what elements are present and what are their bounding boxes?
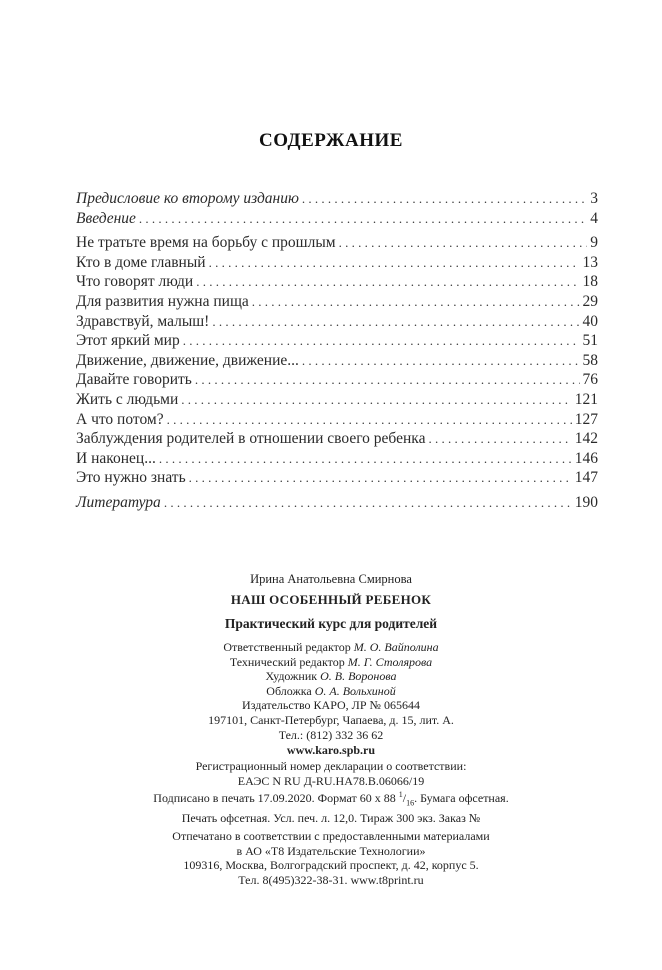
toc-entry <box>76 430 598 450</box>
toc-entry <box>76 190 598 210</box>
toc-entry-label: Здравствуй, малыш! <box>76 312 210 330</box>
format-denominator: 16 <box>406 798 415 808</box>
printed-line-1: Отпечатано в соответствии с предоставленными материалами <box>172 828 490 843</box>
toc-entry <box>76 352 598 372</box>
credit-role: Технический редактор <box>229 654 345 669</box>
toc-entry-label: Литература <box>76 493 161 511</box>
print-info: Печать офсетная. Усл. печ. л. 12,0. Тираж 300 экз. Заказ № <box>181 811 481 826</box>
toc-entry-label: Жить с людьми <box>76 390 179 408</box>
toc-leader-dots <box>209 255 580 271</box>
toc-entry-label: Движение, движение, движение... <box>76 351 299 369</box>
toc-entry-page: 127 <box>574 410 598 428</box>
signed-suffix: . Бумага офсетная. <box>414 791 509 806</box>
toc-entry <box>76 371 598 391</box>
publisher-website: www.karo.spb.ru <box>286 743 376 758</box>
toc-entry <box>76 411 598 431</box>
declaration-label: Регистрационный номер декларации о соответствии: <box>195 759 467 774</box>
toc-entry-page: 121 <box>574 390 598 408</box>
printed-line-2: в АО «Т8 Издательские Технологии» <box>236 843 426 858</box>
toc-leader-dots <box>189 470 572 486</box>
toc-entry <box>76 469 598 489</box>
printer-address: 109316, Москва, Волгоградский проспект, д. 42, корпус 5. <box>183 858 479 873</box>
toc-entry-label: Не тратьте время на борьбу с прошлым <box>76 234 336 252</box>
toc-entry-label: А что потом? <box>76 410 164 428</box>
toc-entry-label: Что говорят люди <box>76 273 194 291</box>
book-title: НАШ ОСОБЕННЫЙ РЕБЕНОК <box>230 592 432 607</box>
toc-entry-page: 3 <box>590 190 598 207</box>
toc-entry-label: Для развития нужна пища <box>76 292 249 310</box>
toc-entry-page: 58 <box>582 351 598 369</box>
imprint-block <box>0 570 662 887</box>
credit-name: О. В. Воронова <box>320 669 397 684</box>
toc-entry-page: 40 <box>582 312 598 330</box>
toc-leader-dots <box>164 495 572 511</box>
toc-entry-label: Предисловие ко второму изданию <box>76 190 299 207</box>
toc-leader-dots <box>167 412 572 428</box>
toc-entry-page: 13 <box>582 253 598 271</box>
credit-line <box>0 684 662 699</box>
publisher-address: 197101, Санкт-Петербург, Чапаева, д. 15, лит. А. <box>208 712 454 727</box>
toc-entry-page: 76 <box>582 371 598 389</box>
credit-line <box>0 640 662 655</box>
toc-entry-label: И наконец... <box>76 449 156 467</box>
toc-entry-page: 146 <box>574 449 598 467</box>
toc-leader-dots <box>196 274 579 290</box>
toc-leader-dots <box>302 191 587 207</box>
credit-name: М. О. Вайполина <box>353 640 439 654</box>
toc-entry-page: 29 <box>582 292 598 310</box>
toc-entry-page: 51 <box>582 332 598 350</box>
credit-role: Ответственный редактор <box>223 640 351 654</box>
toc-entry <box>76 332 598 352</box>
toc-entry <box>76 293 598 313</box>
toc-entry <box>76 234 598 254</box>
toc-leader-dots <box>212 314 579 330</box>
toc-entry-page: 18 <box>582 273 598 291</box>
publisher-line: Издательство КАРО, ЛР № 065644 <box>242 698 420 713</box>
toc-entry-label: Это нужно знать <box>76 469 186 487</box>
toc-entry <box>76 254 598 274</box>
toc-entry <box>76 391 598 411</box>
format-numerator: 1 <box>398 790 403 800</box>
toc-entry-label: Введение <box>76 209 136 227</box>
author-name: Ирина Анатольевна Смирнова <box>250 572 412 586</box>
printer-contact: Тел. 8(495)322-38-31. www.t8print.ru <box>238 872 424 887</box>
table-of-contents <box>76 190 598 514</box>
toc-entry-page: 142 <box>574 430 598 448</box>
credit-role: Обложка <box>266 683 312 698</box>
toc-entry <box>76 273 598 293</box>
toc-entry <box>76 450 598 470</box>
book-subtitle: Практический курс для родителей <box>224 616 438 631</box>
toc-leader-dots <box>181 392 572 408</box>
toc-leader-dots <box>195 372 580 388</box>
declaration-number: ЕАЭС N RU Д-RU.HA78.B.06066/19 <box>237 773 425 788</box>
credit-name: М. Г. Столярова <box>347 654 433 669</box>
toc-entry-label: Кто в доме главный <box>76 253 206 271</box>
signed-to-print-line: Подписано в печать 17.09.2020. Формат 60 x 88 $^1/_{16}$. Бумага офсетная. <box>153 790 509 808</box>
credit-line <box>0 669 662 684</box>
toc-entry-label: Заблуждения родителей в отношении своего ребенка <box>76 430 426 448</box>
page-title: СОДЕРЖАНИЕ <box>259 130 403 151</box>
toc-leader-dots <box>183 333 580 349</box>
toc-entry-page: 190 <box>574 493 598 511</box>
toc-entry-page: 4 <box>590 209 598 227</box>
credit-name: О. А. Вольхиной <box>314 683 396 698</box>
toc-entry-page: 147 <box>574 469 598 487</box>
toc-leader-dots <box>139 211 587 227</box>
credit-role: Художник <box>265 669 318 684</box>
toc-entry-label: Давайте говорить <box>76 371 192 389</box>
toc-leader-dots <box>302 353 580 369</box>
toc-entry-page: 9 <box>590 234 598 252</box>
toc-leader-dots <box>339 235 588 251</box>
signed-prefix: Подписано в печать 17.09.2020. Формат 60 x 88 <box>153 791 396 806</box>
toc-entry-label: Этот яркий мир <box>76 332 180 350</box>
toc-leader-dots <box>252 294 580 310</box>
toc-entry <box>76 494 598 514</box>
toc-entry <box>76 313 598 333</box>
toc-leader-dots <box>428 431 571 447</box>
toc-entry <box>76 210 598 230</box>
credit-line <box>0 655 662 670</box>
publisher-phone: Тел.: (812) 332 36 62 <box>278 727 384 742</box>
toc-leader-dots <box>159 451 572 467</box>
